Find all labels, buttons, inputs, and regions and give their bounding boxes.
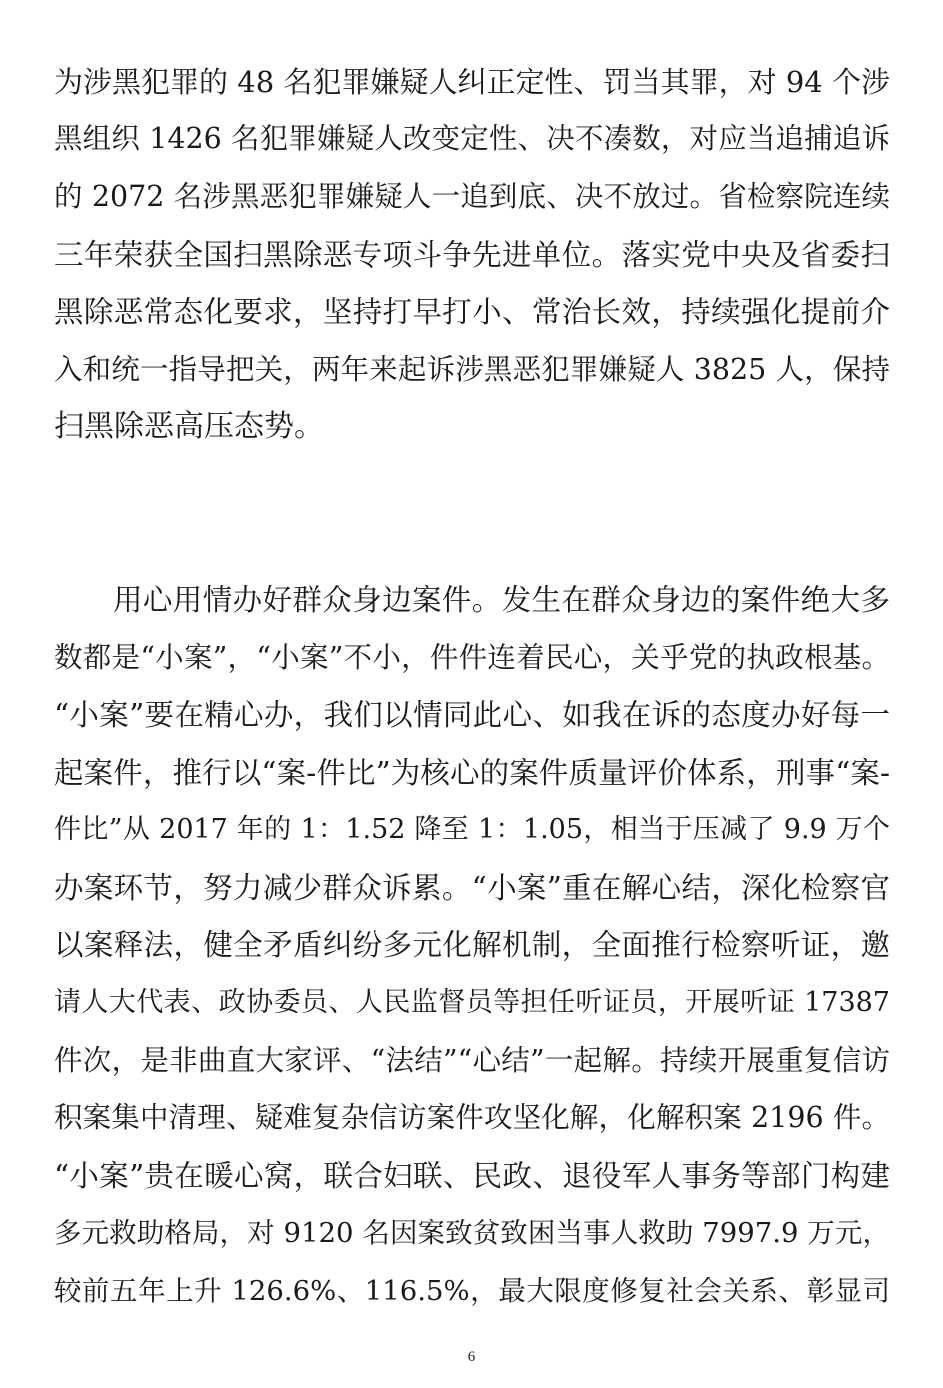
paragraph-line: 扫黑除恶高压态势。 — [54, 409, 324, 444]
paragraph-line: 件次，是非曲直大家评、“法结”“心结”一起解。持续开展重复信访 — [54, 1044, 890, 1077]
paragraph-line: 多元救助格局，对 9120 名因案致贫致困当事人救助 7997.9 万元， — [54, 1217, 890, 1249]
paragraph-line: 的 2072 名涉黑恶犯罪嫌疑人一追到底、决不放过。省检察院连续 — [54, 180, 890, 213]
paragraph-line: 入和统一指导把关，两年来起诉涉黑恶犯罪嫌疑人 3825 人，保持 — [54, 353, 890, 386]
paragraph-line: 积案集中清理、疑难复杂信访案件攻坚化解，化解积案 2196 件。 — [54, 1101, 890, 1134]
paragraph-line: 起案件，推行以“案-件比”为核心的案件质量评价体系，刑事“案- — [54, 756, 890, 790]
paragraph-line: 黑除恶常态化要求，坚持打早打小、常治长效，持续强化提前介 — [54, 295, 890, 329]
paragraph-line: 以案释法，健全矛盾纠纷多元化解机制，全面推行检察听证，邀 — [54, 928, 890, 962]
paragraph-line: “小案”要在精心办，我们以情同此心、如我在诉的态度办好每一 — [54, 698, 890, 732]
section-heading-line — [113, 467, 890, 503]
paragraph-line: 黑组织 1426 名犯罪嫌疑人改变定性、决不凑数，对应当追捕追诉 — [54, 122, 890, 155]
paragraph-line: 办案环节，努力减少群众诉累。“小案”重在解心结，深化检察官 — [54, 871, 890, 905]
page-number: 6 — [467, 1349, 476, 1365]
paragraph-line: 三年荣获全国扫黑除恶专项斗争先进单位。落实党中央及省委扫 — [54, 238, 890, 272]
paragraph-line: 件比”从 2017 年的 1：1.52 降至 1：1.05，相当于压减了 9.9 万个 — [54, 814, 890, 845]
paragraph-line: 为涉黑犯罪的 48 名犯罪嫌疑人纠正定性、罚当其罪，对 94 个涉 — [54, 65, 890, 99]
section-heading-line — [54, 524, 890, 560]
paragraph-line: 用心用情办好群众身边案件。发生在群众身边的案件绝大多 — [113, 583, 890, 617]
paragraph-line: 数都是“小案”，“小案”不小，件件连着民心，关乎党的执政根基。 — [54, 641, 890, 674]
paragraph-line: 较前五年上升 126.6%、116.5%，最大限度修复社会关系、彰显司 — [54, 1275, 890, 1307]
paragraph-line: “小案”贵在暖心窝，联合妇联、民政、退役军人事务等部门构建 — [54, 1159, 890, 1193]
paragraph-line: 请人大代表、政协委员、人民监督员等担任听证员，开展听证 17387 — [54, 987, 890, 1018]
